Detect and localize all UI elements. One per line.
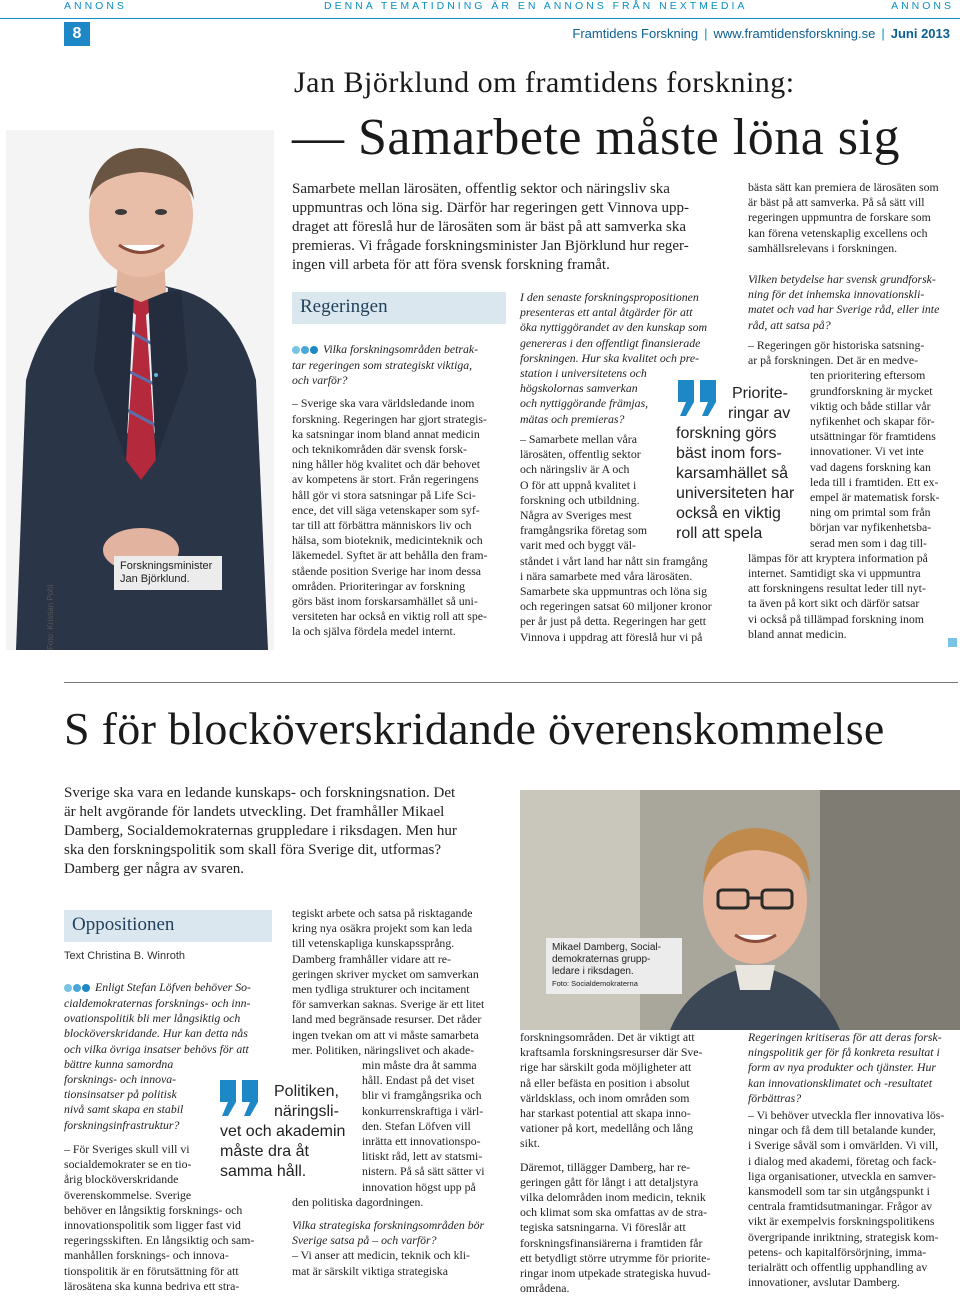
- issue-date: Juni 2013: [890, 26, 950, 41]
- article2-column-3: forskningsområden. Det är viktigt att kraftsamla forskningsresurser där Sve- rige har särskilt goda möjligheter att nå eller befästa en position i absolut världsklass, och inom områden som har starkast potential att skapa inno- vationer på kort, medellång och lång sikt. Däremot, tillägger Damberg, har re- geringen gått för långt i att detaljstyra vilka delområden inom medicin, teknik och klimat som ska omfattas av de stra- tegiska satsningarna. Vi föreslår att forskningsfinansiärerna i framtiden får ett betydligt större utrymme för priorite- ringar inom utpekade strategiska huvud- områdena.: [520, 1030, 711, 1296]
- photo-caption-bjorklund: Forskningsminister Jan Björklund.: [114, 556, 222, 590]
- ad-disclaimer: DENNA TEMATIDNING ÄR EN ANNONS FRÅN NEXTMEDIA: [324, 0, 748, 12]
- article2-column-1-question: Enligt Stefan Löfven behöver So- cialdemokraternas forsknings- och inn- ovationspolitik bli mer långsiktig och blocköverskridande. Hur kan detta nås och vilka övriga insatser behövs för att bättre kunna samordna forsknings- och innova- tionsinsatser på politisk nivå samt skapa en stabil forskningsinfrastruktur?: [64, 980, 251, 1132]
- ad-label-left: ANNONS: [64, 0, 127, 12]
- article1-kicker: Jan Björklund om framtidens forskning:: [294, 66, 795, 99]
- article2-column-4-answer: – Vi behöver utveckla fler innovativa lös- ningar och få dem till betalande kunder, i Sverige såväl som i omvärlden. Vi vill, i dialog med akademi, företag och fack- liga organisationer, utveckla en samver- kansmodell som tar sin utgångspunkt i centrala framtidsutmaningar. Frågor av vikt är exempelvis forskningspolitikens övergripande inriktning, strategisk kom- petens- och kapitalförsörjning, imma- terialrätt och offentlig upphandling av innovationer, avslutar Damberg.: [748, 1108, 945, 1290]
- ad-label-right: ANNONS: [891, 0, 954, 12]
- photo-credit-damberg: Foto: Socialdemokraterna: [552, 979, 638, 988]
- article1-column-3-top: bästa sätt kan premiera de lärosäten som är bäst på att samverka. På så sätt vill regeringen uppmuntra de forskare som kan förena vetenskaplig excellens och samhällsrelevans i forskningen.: [748, 180, 939, 255]
- website-link[interactable]: www.framtidensforskning.se: [713, 26, 876, 41]
- end-mark-icon: [948, 638, 957, 647]
- article2-headline: S för blocköverskridande överenskommelse: [64, 703, 885, 754]
- bullet-dots-icon: [292, 343, 319, 358]
- article1-column-2-question: I den senaste forskningspropositionen presenteras ett antal åtgärder för att öka nyttiggörandet av den kunskap som genereras i den offentligt finansierade forskningen. Hur ska kvalitet och pre- station i universitetens och högskolornas samverkan och nyttiggörande främjas, mätas och premieras?: [520, 290, 708, 426]
- damberg-photo: [520, 790, 960, 1030]
- article1-column-3-question: Vilken betydelse har svensk grundforsk- ning för det inhemska innovationskli- matet och vad har Sverige råd, eller inte råd, att satsa på?: [748, 272, 940, 332]
- section-divider: [64, 682, 958, 683]
- section-label-regeringen: Regeringen: [292, 292, 506, 324]
- pull-quote-oppositionen: Politiken, näringsli- vet och akademin måste dra åt samma håll.: [220, 1083, 346, 1180]
- article1-column-2-answer: – Samarbete mellan våra lärosäten, offentlig sektor och näringsliv är A och O för att uppnå kvalitet i forskning och utbildning. Några av Sveriges mest framgångsrika företag som varit med och byggt väl- ståndet i vårt land har nått sin framgång i nära samarbete med våra lärosäten. Samarbete ska uppmuntras och löna sig och regeringen satsat 60 miljoner kronor per år just på detta. Regeringen har gett Vinnova i uppdrag att föreslå hur vi på: [520, 432, 712, 644]
- publication-name: Framtidens Forskning: [572, 26, 699, 41]
- photo-credit-bjorklund: Foto: Kristian Pohl: [46, 584, 55, 650]
- article1-column-3-answer: – Regeringen gör historiska satsning- ar på forskningen. Det är en medve- ten prioritering eftersom grundforskning är mycket viktig och både stillar vår nyfikenhet och skapar för- utsättningar för framtidens innovationer. Vi vet inte vad dagens forskning kan leda till i framtiden. Ett ex- empel är matematisk forsk- ning om primtal som från början var nyfikenhetsba- serad men som i dag till- lämpas för att kryptera information på internet. Samtidigt ska vi uppmuntra att forskningens resultat leder till nyt- ta även på kort sikt och därför satsar vi också på tillämpad forskning inom bland annat medicin.: [748, 338, 940, 641]
- article2-column-1-answer: – För Sveriges skull vill vi socialdemokrater se en tio- årig blocköverskridande överenskommelse. Sverige behöver en långsiktig forsknings- och innovationspolitik som ligger fast vid regeringsskiften. En långsiktig och sam- manhållen forsknings- och innova- tionspolitik är en förutsättning för att lärosätena ska kunna bedriva ett stra-: [64, 1142, 255, 1293]
- bullet-dots-icon: [64, 981, 91, 996]
- article1-headline: — Samarbete måste löna sig: [292, 109, 900, 166]
- publication-header: Framtidens Forskning | www.framtidensforskning.se | Juni 2013: [572, 26, 950, 41]
- pull-quote-regeringen: Priorite- ringar av forskning görs bäst inom fors- karsamhället så universiteten har också en viktig roll att spela: [676, 385, 795, 542]
- article2-column-4-question: Regeringen kritiseras för att deras forsk- ningspolitik ger för få konkreta resultat i form av nya produkter och tjänster. Hur kan innovationsklimatet och -resultatet förbättras?: [748, 1030, 942, 1105]
- page-number: 8: [64, 22, 90, 46]
- article2-ingress: Sverige ska vara en ledande kunskaps- och forskningsnation. Det är helt avgörande för landets utveckling. Det framhåller Mikael Damberg, Socialdemokraternas gruppledare i riksdagen. Men hur ska den forskningspolitik som skall föra Sverige dit, utformas? Damberg ger några av svaren.: [64, 785, 457, 877]
- top-rule: [0, 18, 960, 19]
- photo-caption-damberg: Mikael Damberg, Social- demokraternas grupp- ledare i riksdagen. Foto: Socialdemokraterna: [546, 938, 682, 994]
- byline: Text Christina B. Winroth: [64, 950, 186, 962]
- article2-column-2: tegiskt arbete och satsa på risktagande kring nya osäkra projekt som kan leda till vetenskapliga kunskapssprång. Damberg framhåller vidare att re- geringen skriver mycket om samverkan men tydliga strukturer och incitament för samverkan saknas. Sverige är ett litet land med begränsade resurser. Det råder ingen tvekan om att vi måste samarbeta mer. Politiken, näringslivet och akade- min måste dra åt samma håll. Endast på det viset blir vi framgångsrika och konkurrenskraftiga i värl- den. Stefan Löfven vill inrätta ett innovationspo- litiskt råd, lett av statsmi- nistern. På så sätt sätter vi innovation högst upp på den politiska dagordningen. Vilka strategiska forskningsområden bör Sverige satsa på – och varför? – Vi anser att medicin, teknik och kli- mat är särskilt viktiga strategiska: [292, 906, 485, 1278]
- section-label-oppositionen: Oppositionen: [64, 910, 272, 942]
- article1-column-1: Vilka forskningsområden betrak- tar regeringen som strategiskt viktiga, och varför? – Sverige ska vara världsledande inom forskning. Regeringen har gjort strategis- ka satsningar inom bland annat medicin och teknikområden där svensk forsk- ning håller hög kvalitet och där behovet av kompetens är stort. Från regeringens håll gör vi stora satsningar på Life Sci- ence, det vill säga vetenskaper som syf- tar till att förbättra människors liv och hälsa, som bioteknik, medicinteknik och läkemedel. Syftet är att behålla den fram- stående position Sverige har inom dessa områden. Prioriteringar av forskning görs bäst inom forskarsamhället så uni- versiteten har också en viktig roll att spe- la och själva fördela medel internt.: [292, 342, 488, 639]
- article1-ingress: Samarbete mellan lärosäten, offentlig sektor och näringsliv ska uppmuntras och löna sig. Därför har regeringen gett Vinnova upp- draget att föreslå hur de lärosäten som är bäst på att samverka ska premieras. Vi frågade forskningsminister Jan Björklund hur reger- ingen vill arbeta för att föra svensk forskning framåt.: [292, 181, 690, 273]
